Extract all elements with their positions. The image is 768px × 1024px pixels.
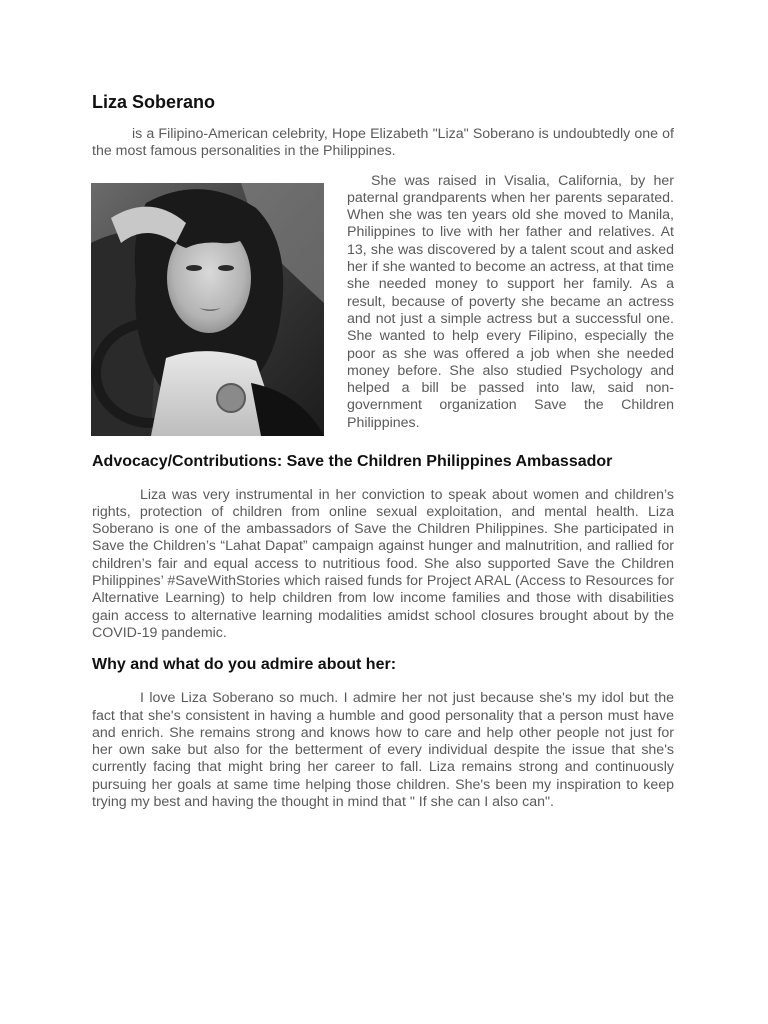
admiration-heading: Why and what do you admire about her: [92, 656, 397, 674]
intro-paragraph: is a Filipino-American celebrity, Hope Elizabeth "Liza" Soberano is undoubtedly one of the most famous personalities in the Philippines. [92, 126, 674, 160]
portrait-photo [91, 183, 324, 436]
bio-section [92, 173, 674, 443]
document-page [92, 88, 674, 811]
bio-paragraph: She was raised in Visalia, California, by her paternal grandparents when her parents separated. When she was ten years old she moved to Manila, Philippines to live with her father and relatives. At 13, she was discovered by a talent scout and asked her if she wanted to become an actress, at that time she needed money to support her family. As a result, because of poverty she became an actress and not just a simple actress but a successful one. She wanted to help every Filipino, especially the poor as she was offered a job when she needed money before. She also studied Psychology and helped a bill be passed into law, said non-government organization Save the Children Philippines. [347, 172, 674, 431]
admiration-paragraph: I love Liza Soberano so much. I admire her not just because she's my idol but the fact that she's consistent in having a humble and good personality that a person must have and enrich. She remains strong and knows how to care and help other people not just for her own sake but also for the betterment of every individual despite the issue that she's currently facing that might bring her career to fall. Liza remains strong and continuously pursuing her goals at same time helping those children. She's been my inspiration to keep trying my best and having the thought in mind that " If she can I also can". [92, 690, 674, 811]
advocacy-heading: Advocacy/Contributions: Save the Children Philippines Ambassador [92, 452, 613, 470]
page-title: Liza Soberano [92, 92, 216, 112]
advocacy-paragraph: Liza was very instrumental in her conviction to speak about women and children’s rights, protection of children from online sexual exploitation, and mental health. Liza Soberano is one of the ambassadors of Save the Children Philippines. She participated in Save the Children’s “Lahat Dapat” campaign against hunger and malnutrition, and rallied for children’s fair and equal access to nutritious food. She also supported Save the Children Philippines’ #SaveWithStories which raised funds for Project ARAL (Access to Resources for Alternative Learning) to help children from low income families and those with disabilities gain access to alternative learning modalities amidst school closures brought about by the COVID-19 pandemic. [92, 486, 674, 641]
